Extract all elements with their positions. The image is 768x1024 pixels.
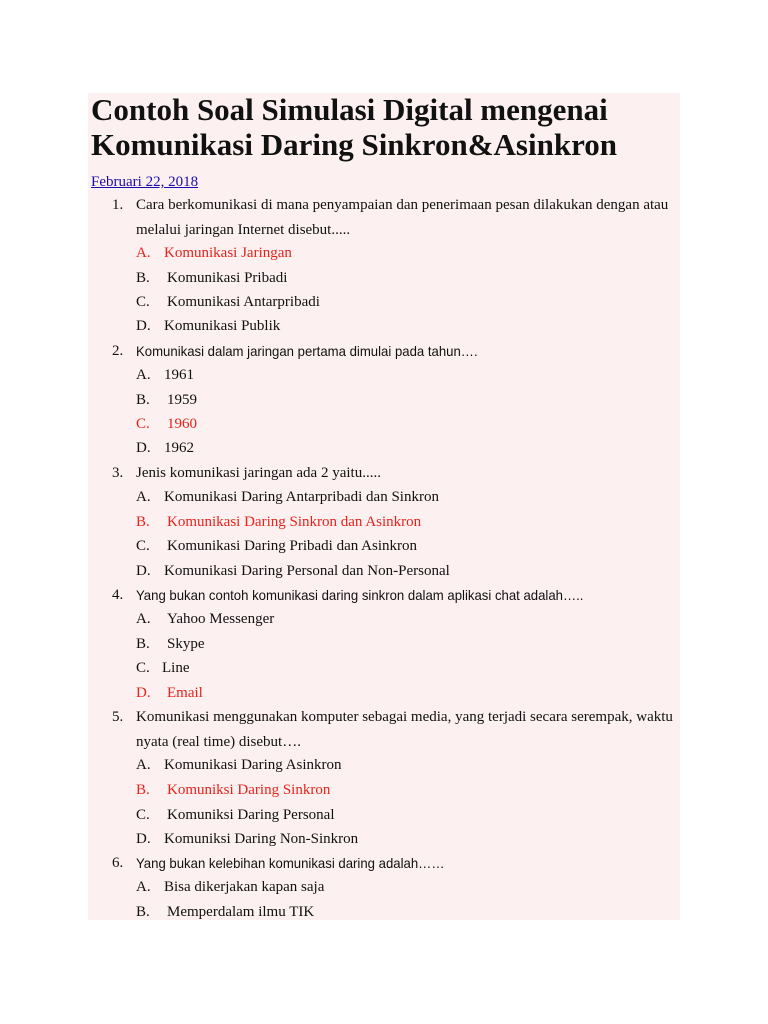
question-6 [112,851,680,876]
option-text: 1961 [164,367,194,383]
option-1a [136,241,676,266]
option-4a [136,607,676,632]
option-letter: A. [136,367,151,383]
option-text: Komuniksi Daring Non-Sinkron [164,831,359,847]
option-text: Komuniksi Daring Personal [167,807,335,823]
question-number: 5. [112,709,124,725]
option-letter: A. [136,611,151,627]
article-title: Contoh Soal Simulasi Digital mengenai Komunikasi Daring Sinkron&Asinkron [91,92,618,162]
option-6a [136,875,676,900]
option-letter: B. [136,782,150,798]
option-1d [136,314,676,339]
option-letter: D. [136,440,151,456]
option-2b [136,388,676,413]
question-5 [112,705,680,755]
question-number: 1. [112,197,124,213]
option-letter: D. [136,831,151,847]
option-1c [136,290,676,315]
option-text: 1960 [167,416,197,432]
option-text: Komunikasi Daring Pribadi dan Asinkron [167,538,417,554]
option-text: 1959 [167,392,197,408]
question-4 [112,583,680,608]
option-3c [136,534,676,559]
option-letter: C. [136,660,150,676]
option-4c [136,656,676,681]
option-letter: B. [136,514,150,530]
option-text: Memperdalam ilmu TIK [167,904,315,920]
option-2c [136,412,676,437]
option-text: Komuniksi Daring Sinkron [167,782,331,798]
option-2d [136,436,676,461]
option-letter: A. [136,879,151,895]
option-letter: B. [136,904,150,920]
question-text: Yang bukan contoh komunikasi daring sinkron dalam aplikasi chat adalah….. [136,587,584,603]
question-text: Yang bukan kelebihan komunikasi daring adalah…… [136,855,445,871]
post-date-link[interactable]: Februari 22, 2018 [91,174,199,190]
option-text: Komunikasi Antarpribadi [167,294,320,310]
option-text: Komunikasi Daring Personal dan Non-Personal [164,563,450,579]
option-letter: A. [136,757,151,773]
option-text: 1962 [164,440,194,456]
question-text: Cara berkomunikasi di mana penyampaian dan penerimaan pesan dilakukan dengan atau melalui jaringan Internet disebut..... [136,197,669,238]
option-text: Komunikasi Jaringan [164,245,292,261]
question-text: Jenis komunikasi jaringan ada 2 yaitu..... [136,465,381,481]
option-text: Komunikasi Pribadi [167,270,288,286]
option-text: Bisa dikerjakan kapan saja [164,879,325,895]
question-2 [112,339,680,364]
option-3a [136,485,676,510]
option-4d [136,681,676,706]
option-text: Komunikasi Daring Asinkron [164,757,342,773]
question-3 [112,461,680,486]
option-letter: B. [136,392,150,408]
option-text: Komunikasi Publik [164,318,281,334]
option-text: Email [167,685,203,701]
question-number: 4. [112,587,124,603]
question-text: Komunikasi menggunakan komputer sebagai media, yang terjadi secara serempak, waktu nyata (real time) disebut…. [136,709,673,750]
option-text: Line [162,660,190,676]
option-letter: D. [136,685,151,701]
option-5b [136,778,676,803]
option-text: Yahoo Messenger [167,611,275,627]
option-5c [136,803,676,828]
option-letter: B. [136,270,150,286]
option-5a [136,753,676,778]
option-text: Skype [167,636,205,652]
option-4b [136,632,676,657]
question-number: 6. [112,855,124,871]
option-letter: A. [136,489,151,505]
option-letter: B. [136,636,150,652]
option-6b [136,900,676,925]
question-1 [112,193,680,243]
option-letter: A. [136,245,151,261]
option-5d [136,827,676,852]
option-letter: C. [136,538,150,554]
option-letter: C. [136,416,150,432]
option-letter: C. [136,807,150,823]
question-text: Komunikasi dalam jaringan pertama dimulai pada tahun…. [136,343,478,359]
option-3b [136,510,676,535]
option-1b [136,266,676,291]
question-number: 3. [112,465,124,481]
option-text: Komunikasi Daring Antarpribadi dan Sinkron [164,489,439,505]
option-letter: D. [136,563,151,579]
option-letter: C. [136,294,150,310]
option-text: Komunikasi Daring Sinkron dan Asinkron [167,514,422,530]
option-letter: D. [136,318,151,334]
question-number: 2. [112,343,124,359]
option-3d [136,559,676,584]
option-2a [136,363,676,388]
